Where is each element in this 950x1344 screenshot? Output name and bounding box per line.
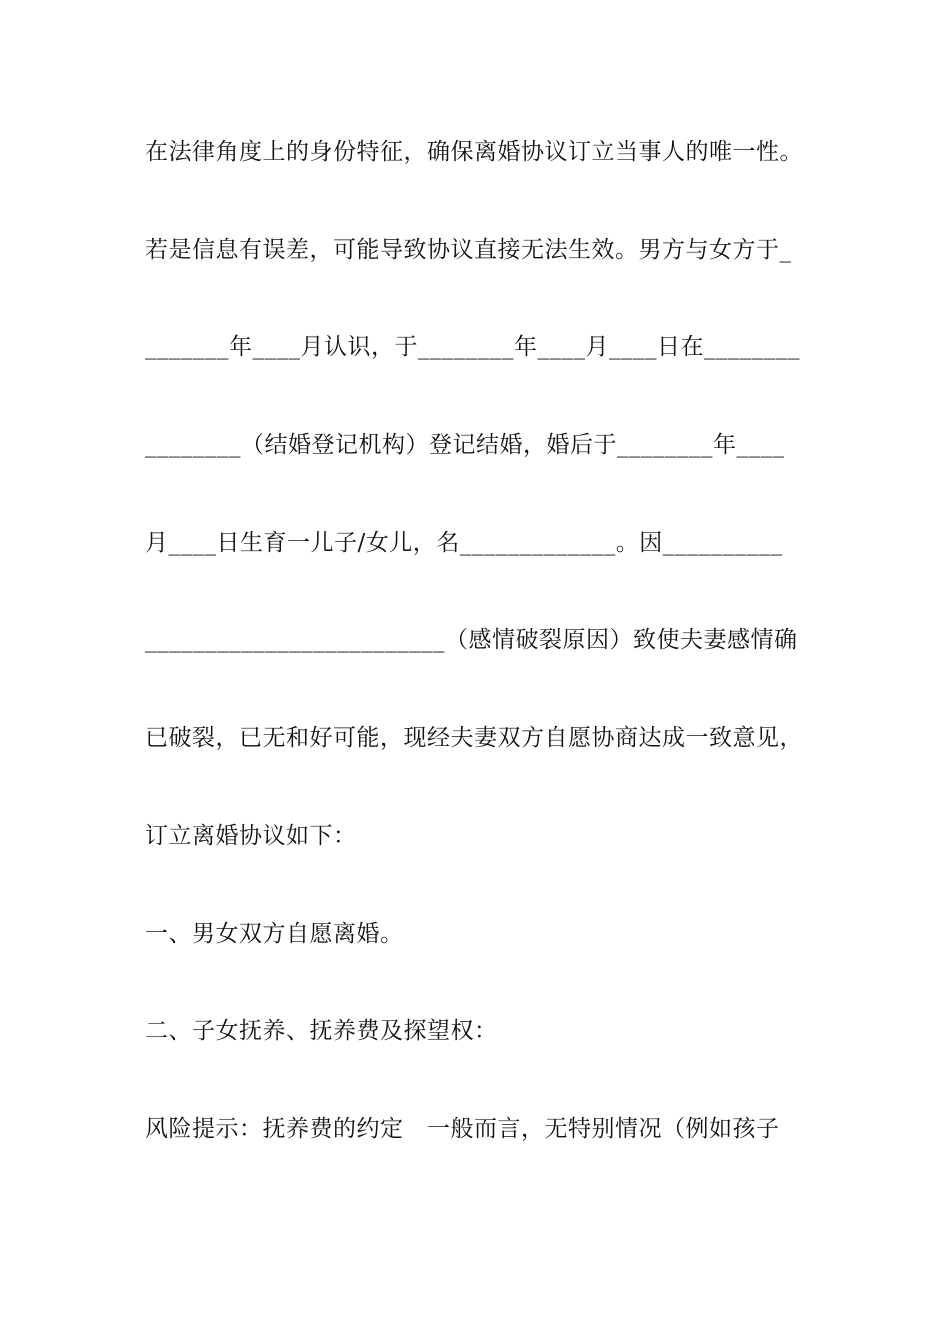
body-text-line: 若是信息有误差，可能导致协议直接无法生效。男方与女方于_ [145, 236, 792, 263]
body-text-line: 月____日生育一儿子/女儿，名_____________。因__________ [145, 529, 783, 556]
body-text-line: 在法律角度上的身份特征，确保离婚协议订立当事人的唯一性。 [145, 139, 803, 165]
section-heading-2: 二、子女抚养、抚养费及探望权： [145, 1018, 498, 1045]
section-heading-1: 一、男女双方自愿离婚。 [145, 920, 404, 947]
body-text-line: _________________________（感情破裂原因）致使夫妻感情确 [145, 627, 798, 654]
body-text-line: _______年____月认识，于________年____月____日在________ [145, 334, 800, 361]
body-text-line: 订立离婚协议如下： [145, 822, 357, 849]
document-body [145, 128, 825, 1203]
risk-note-line: 风险提示：抚养费的约定 一般而言，无特别情况（例如孩子 [145, 1115, 780, 1142]
body-text-line: 已破裂，已无和好可能，现经夫妻双方自愿协商达成一致意见， [145, 725, 803, 752]
body-text-line: ________（结婚登记机构）登记结婚，婚后于________年____ [145, 432, 785, 459]
